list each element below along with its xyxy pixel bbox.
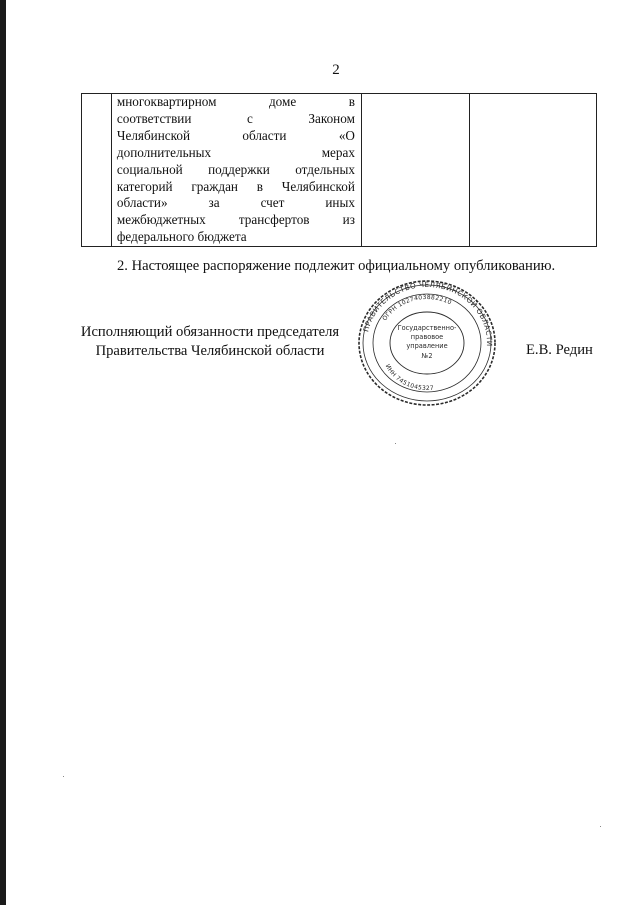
seal-center-text: Государственно- (397, 324, 457, 332)
scan-edge (0, 0, 6, 905)
table-text-line: области» за счет иных (116, 195, 355, 211)
signer-name: Е.В. Редин (526, 342, 593, 358)
table-text-line: федерального бюджета (116, 229, 247, 245)
table-cell-number (82, 94, 112, 247)
signer-title-line: Исполняющий обязанности председателя (80, 324, 340, 340)
table-text-line: категорий граждан в Челябинской (116, 178, 355, 194)
signer-title-line: Правительства Челябинской области (95, 343, 325, 359)
svg-text:ИНН 7451045327 (384, 363, 435, 392)
publication-clause: 2. Настоящее распоряжение подлежит официальному опубликованию. (117, 258, 556, 274)
table-row (82, 94, 597, 247)
page-number: 2 (332, 62, 340, 78)
official-seal (352, 278, 502, 408)
scan-speck (395, 443, 396, 444)
table-text-line: соответствии с Законом (116, 110, 355, 126)
table-cell-description (111, 94, 361, 247)
seal-outer-text: ПРАВИТЕЛЬСТВО ЧЕЛЯБИНСКОЙ ОБЛАСТИ (361, 279, 495, 347)
seal-center-text: правовое (410, 333, 444, 341)
scan-speck (600, 826, 601, 827)
table-text-line: социальной поддержки отдельных (116, 161, 355, 177)
table-text-line: дополнительных мерах (116, 144, 355, 160)
seal-ogrn-text: ОГРН 1027403882210 (381, 293, 453, 323)
continuation-table (81, 93, 597, 247)
table-text-line: межбюджетных трансфертов из (116, 212, 355, 228)
table-text-line: Челябинской области «О (116, 127, 355, 143)
seal-center-text: №2 (421, 352, 433, 360)
seal-inn-text: ИНН 7451045327 (383, 363, 435, 393)
table-cell-empty (469, 94, 596, 247)
signer-title (60, 323, 360, 361)
scan-speck (63, 776, 64, 777)
seal-center-text: управление (406, 342, 448, 350)
table-text-line: многоквартирном доме в (116, 94, 355, 109)
table-cell-empty (361, 94, 469, 247)
